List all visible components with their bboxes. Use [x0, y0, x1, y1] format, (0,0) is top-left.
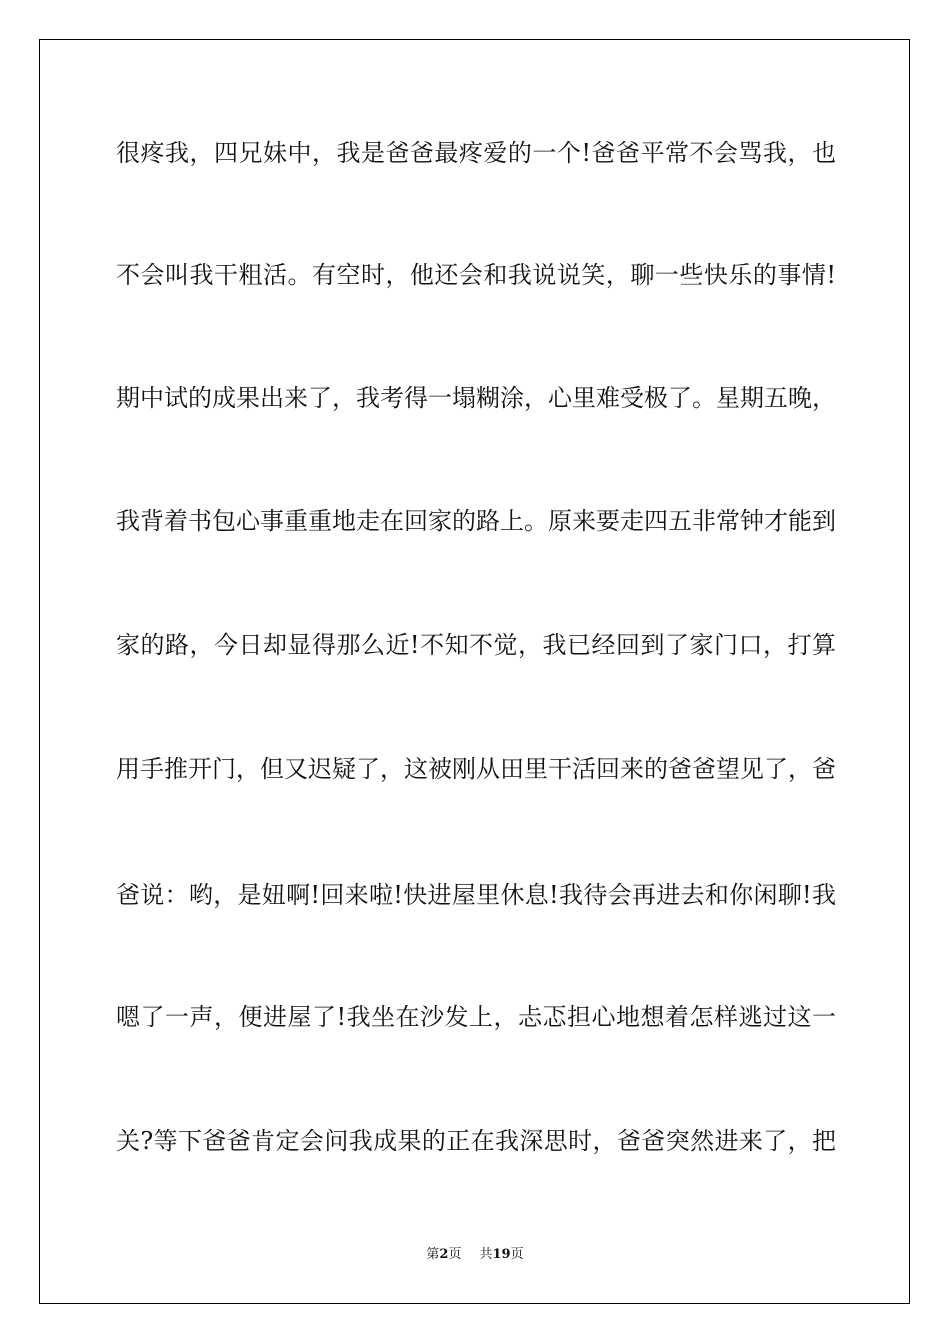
page-footer [0, 1246, 950, 1264]
total-suffix: 页 [510, 1247, 524, 1262]
text-line-1: 很疼我，四兄妹中，我是爸爸最疼爱的一个!爸爸平常不会骂我，也 [116, 139, 836, 167]
page-number: 2 [439, 1247, 449, 1262]
text-line-6: 用手推开门，但又迟疑了，这被刚从田里干活回来的爸爸望见了，爸 [116, 755, 836, 783]
page-prefix: 第 [426, 1247, 440, 1262]
text-line-9: 关?等下爸爸肯定会问我成果的正在我深思时，爸爸突然进来了，把 [116, 1127, 836, 1155]
total-pages: 19 [492, 1247, 511, 1262]
text-line-4: 我背着书包心事重重地走在回家的路上。原来要走四五非常钟才能到 [116, 507, 836, 535]
text-line-5: 家的路，今日却显得那么近!不知不觉，我已经回到了家门口，打算 [116, 631, 836, 659]
total-prefix: 共 [479, 1247, 493, 1262]
text-line-3: 期中试的成果出来了，我考得一塌糊涂，心里难受极了。星期五晚， [116, 384, 836, 412]
text-line-2: 不会叫我干粗活。有空时，他还会和我说说笑，聊一些快乐的事情! [116, 261, 836, 289]
text-line-8: 嗯了一声，便进屋了!我坐在沙发上，忐忑担心地想着怎样逃过这一 [116, 1003, 836, 1031]
page-suffix: 页 [448, 1247, 462, 1262]
text-line-7: 爸说：哟，是妞啊!回来啦!快进屋里休息!我待会再进去和你闲聊!我 [116, 881, 836, 909]
page-border [39, 39, 910, 1304]
